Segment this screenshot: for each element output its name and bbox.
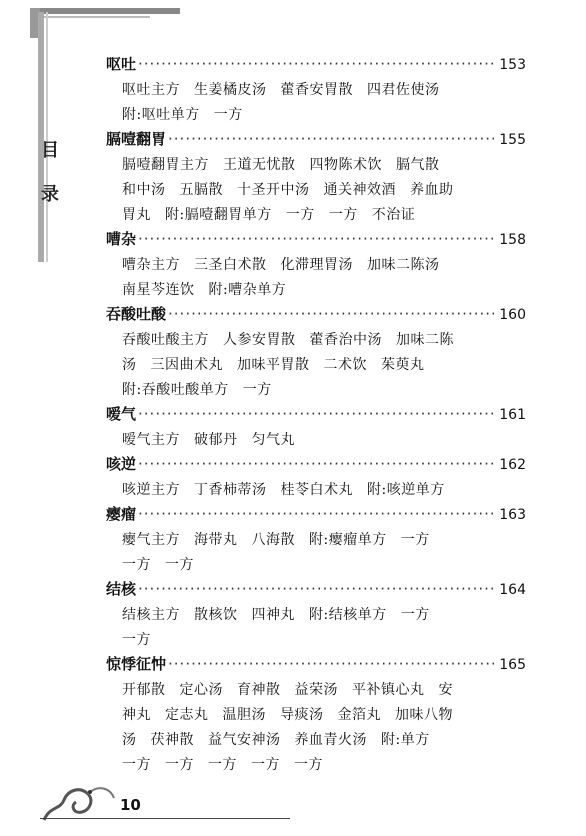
formula-item: 四君佐使汤 — [367, 82, 440, 98]
formula-item: 导痰汤 — [280, 707, 324, 723]
formula-item: 不治证 — [371, 207, 416, 223]
leader-dots — [138, 455, 494, 473]
toc-entry — [106, 128, 526, 228]
toc-entry — [106, 53, 526, 128]
formula-line — [106, 428, 526, 453]
formula-line — [106, 328, 526, 353]
toc-heading[interactable] — [106, 53, 526, 78]
formula-line — [106, 603, 526, 628]
section-page-number: 153 — [499, 57, 526, 73]
formula-item: 附:结核单方 — [309, 607, 387, 623]
formula-item: 三因曲术丸 — [150, 357, 223, 373]
formula-item: 平补镇心丸 — [352, 682, 425, 698]
formula-item: 一方 — [400, 607, 430, 623]
dragon-ornament-icon — [40, 776, 120, 824]
section-title: 瘿瘤 — [106, 505, 137, 523]
toc-entry — [106, 403, 526, 453]
formula-item: 吞酸吐酸主方 — [122, 332, 209, 348]
formula-item: 附:膈噎翻胃单方 — [165, 207, 272, 223]
section-page-number: 164 — [499, 582, 526, 598]
formula-item: 附:咳逆单方 — [367, 482, 445, 498]
formula-item: 一方 — [122, 632, 151, 648]
formula-item: 定心汤 — [179, 682, 223, 698]
formula-item: 养血青火汤 — [294, 732, 367, 748]
formula-item: 一方 — [213, 107, 243, 123]
formula-item: 丁香柿蒂汤 — [194, 482, 267, 498]
formula-item: 呕吐主方 — [122, 82, 180, 98]
formula-item: 人参安胃散 — [223, 332, 296, 348]
toc-heading[interactable] — [106, 228, 526, 253]
formula-line — [106, 528, 526, 553]
toc-entry — [106, 578, 526, 653]
formula-item: 化滞理胃汤 — [280, 257, 353, 273]
toc-entry — [106, 653, 526, 778]
formula-item: 咳逆主方 — [122, 482, 180, 498]
formula-line — [106, 478, 526, 503]
formula-line — [106, 628, 526, 653]
formula-line — [106, 728, 526, 753]
side-title-char-1: 目 — [41, 140, 59, 161]
formula-item: 育神散 — [237, 682, 281, 698]
formula-line — [106, 253, 526, 278]
formula-item: 一方 — [242, 382, 272, 398]
formula-item: 结核主方 — [122, 607, 180, 623]
formula-item: 四神丸 — [251, 607, 295, 623]
formula-item: 定志丸 — [165, 707, 209, 723]
section-title: 呕吐 — [106, 55, 137, 73]
toc-heading[interactable] — [106, 453, 526, 478]
toc-entry — [106, 303, 526, 403]
leader-dots — [138, 405, 494, 423]
formula-item: 膈噎翻胃主方 — [122, 157, 209, 173]
formula-item: 海带丸 — [194, 532, 238, 548]
formula-item: 附:单方 — [381, 732, 430, 748]
formula-line — [106, 703, 526, 728]
section-page-number: 160 — [499, 307, 526, 323]
toc-heading[interactable] — [106, 128, 526, 153]
section-page-number: 161 — [499, 407, 526, 423]
leader-dots — [138, 55, 494, 73]
formula-line — [106, 153, 526, 178]
toc-heading[interactable] — [106, 578, 526, 603]
formula-item: 散核饮 — [194, 607, 238, 623]
formula-item: 附:吞酸吐酸单方 — [122, 382, 229, 398]
section-page-number: 155 — [499, 132, 526, 148]
footer-rule — [40, 818, 290, 819]
formula-line — [106, 278, 526, 303]
leader-dots — [168, 655, 494, 673]
table-of-contents — [106, 53, 526, 778]
formula-item: 温胆汤 — [222, 707, 266, 723]
formula-item: 通关神效酒 — [323, 182, 396, 198]
leader-dots — [168, 130, 494, 148]
formula-item: 桂苓白术丸 — [280, 482, 353, 498]
formula-item: 一方 — [122, 557, 151, 573]
formula-item: 嗳气主方 — [122, 432, 180, 448]
formula-item: 二术饮 — [323, 357, 367, 373]
formula-item: 一方 — [165, 557, 194, 573]
formula-item: 瘿气主方 — [122, 532, 180, 548]
formula-item: 膈气散 — [396, 157, 440, 173]
formula-item: 附:嘈杂单方 — [208, 282, 287, 298]
formula-item: 四物陈术饮 — [309, 157, 382, 173]
formula-item: 益气安神汤 — [208, 732, 281, 748]
formula-line — [106, 378, 526, 403]
formula-item: 一方 — [251, 757, 280, 773]
formula-item: 南星芩连饮 — [122, 282, 195, 298]
formula-line — [106, 753, 526, 778]
formula-item: 三圣白术散 — [194, 257, 267, 273]
formula-item: 胃丸 — [122, 207, 151, 223]
section-title: 膈噎翻胃 — [106, 130, 167, 148]
formula-line — [106, 353, 526, 378]
formula-item: 加味二陈汤 — [367, 257, 440, 273]
leader-dots — [168, 305, 494, 323]
leader-dots — [138, 230, 494, 248]
formula-item: 匀气丸 — [251, 432, 295, 448]
toc-entry — [106, 453, 526, 503]
toc-entry — [106, 503, 526, 578]
section-page-number: 165 — [499, 657, 526, 673]
section-title: 嗳气 — [106, 405, 137, 423]
formula-item: 益荣汤 — [294, 682, 338, 698]
section-title: 结核 — [106, 580, 137, 598]
formula-line — [106, 203, 526, 228]
corner-ornament — [30, 8, 180, 38]
formula-item: 一方 — [208, 757, 237, 773]
formula-item: 和中汤 — [122, 182, 166, 198]
formula-item: 嘈杂主方 — [122, 257, 180, 273]
formula-line — [106, 678, 526, 703]
formula-item: 王道无忧散 — [223, 157, 296, 173]
formula-item: 金箔丸 — [337, 707, 381, 723]
formula-item: 一方 — [285, 207, 315, 223]
section-page-number: 158 — [499, 232, 526, 248]
formula-line — [106, 103, 526, 128]
page-number: 10 — [120, 796, 141, 814]
section-page-number: 162 — [499, 457, 526, 473]
formula-item: 开郁散 — [122, 682, 166, 698]
formula-item: 五膈散 — [179, 182, 223, 198]
formula-item: 附:瘿瘤单方 — [309, 532, 387, 548]
formula-item: 破郁丹 — [194, 432, 238, 448]
toc-heading[interactable] — [106, 403, 526, 428]
leader-dots — [138, 505, 494, 523]
section-title: 嘈杂 — [106, 230, 137, 248]
formula-line — [106, 78, 526, 103]
formula-item: 一方 — [165, 757, 194, 773]
formula-item: 茱萸丸 — [381, 357, 425, 373]
formula-item: 加味二陈 — [396, 332, 454, 348]
formula-item: 十圣开中汤 — [237, 182, 310, 198]
toc-heading[interactable] — [106, 503, 526, 528]
toc-entry — [106, 228, 526, 303]
formula-item: 养血助 — [410, 182, 454, 198]
formula-item: 一方 — [400, 532, 430, 548]
formula-item: 加味八物 — [395, 707, 453, 723]
formula-item: 一方 — [122, 757, 151, 773]
formula-item: 藿香安胃散 — [280, 82, 353, 98]
formula-item: 藿香治中汤 — [309, 332, 382, 348]
formula-line — [106, 553, 526, 578]
leader-dots — [138, 580, 494, 598]
formula-item: 一方 — [294, 757, 323, 773]
formula-item: 神丸 — [122, 707, 151, 723]
formula-item: 茯神散 — [150, 732, 194, 748]
toc-heading[interactable] — [106, 303, 526, 328]
formula-item: 安 — [438, 682, 453, 698]
formula-item: 加味平胃散 — [237, 357, 310, 373]
formula-line — [106, 178, 526, 203]
formula-item: 附:呕吐单方 — [122, 107, 200, 123]
formula-item: 一方 — [328, 207, 358, 223]
formula-item: 八海散 — [251, 532, 295, 548]
formula-item: 汤 — [122, 357, 137, 373]
section-title: 吞酸吐酸 — [106, 305, 167, 323]
section-page-number: 163 — [499, 507, 526, 523]
section-title: 咳逆 — [106, 455, 137, 473]
side-title-char-2: 录 — [41, 184, 59, 205]
section-title: 惊悸征忡 — [106, 655, 167, 673]
formula-item: 汤 — [122, 732, 137, 748]
formula-item: 生姜橘皮汤 — [194, 82, 267, 98]
toc-heading[interactable] — [106, 653, 526, 678]
